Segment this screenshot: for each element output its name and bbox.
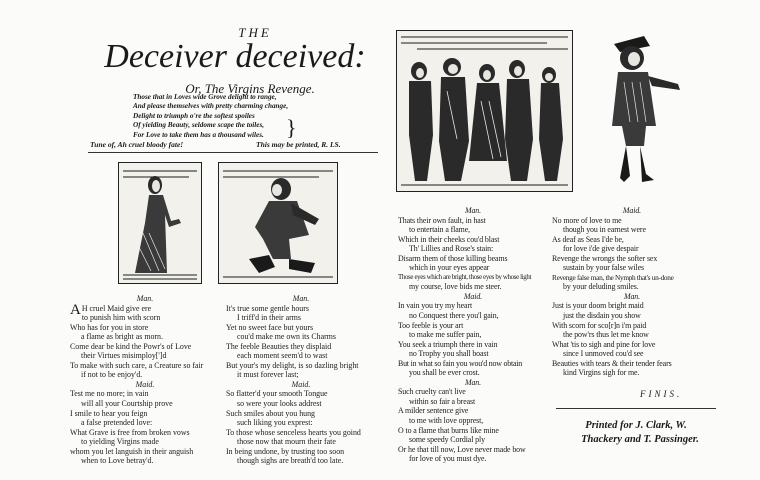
verse-line: though sighs are breath'd too late.: [237, 456, 344, 466]
verse-line: cou'd make me own its Charms: [237, 332, 336, 342]
verse-line: Revenge the wrongs the softer sex: [552, 253, 658, 263]
verse-line: sustain by your false wiles: [563, 263, 645, 273]
verse-line: Thats their own fault, in hast: [398, 215, 486, 225]
verse-line: Such cruelty can't live: [398, 387, 466, 397]
verse-line: So flatter'd your smooth Tongue: [226, 389, 328, 399]
verse-line: to yielding Virgins made: [81, 437, 159, 447]
speaker-label: Man.: [464, 377, 482, 387]
verse-line: Disarm them of those killing beams: [398, 253, 508, 263]
printer-line-1: Printed for J. Clark, W.: [585, 420, 687, 431]
gentleman-woodcut: [586, 26, 696, 188]
verse-line: O to a flame that burns like mine: [398, 425, 499, 435]
woman-woodcut: [118, 162, 202, 284]
verse-line: Or he that till now, Love never made bow: [398, 444, 526, 454]
verse-line: I triff'd in their arms: [237, 313, 301, 323]
verse-line: by your deluding smiles.: [563, 282, 639, 292]
verse-line: the pow'rs thus let me know: [563, 330, 649, 340]
verse-line: Just is your doom bright maid: [552, 301, 644, 311]
kneeling-man-woodcut: [218, 162, 338, 284]
verse-line: What 'tis to sigh and pine for love: [552, 339, 656, 349]
verse-line: A milder sentence give: [398, 406, 469, 416]
synopsis-line: Those that in Loves wide Grove delight to range,: [133, 93, 277, 101]
verse-line: to entertain a flame,: [409, 225, 470, 235]
verse-line: What Grave is free from broken vows: [70, 427, 190, 437]
speaker-label: Maid.: [135, 379, 155, 389]
verse-line: Such smiles about you hung: [226, 408, 315, 418]
verse-line: With scorn for sco[r]n i'm paid: [552, 320, 647, 330]
verse-line: such liking you exprest:: [237, 418, 313, 428]
header-rule: [88, 152, 378, 153]
verse-line: my course, love bids me steer.: [409, 282, 502, 292]
verse-line: no Trophy you shall boast: [409, 349, 489, 359]
printer-line-2: Thackery and T. Passinger.: [581, 434, 699, 445]
verse-line: Th' Lillies and Rose's stain:: [409, 244, 494, 254]
verse-line: As deaf as Seas I'de be,: [552, 234, 624, 244]
synopsis: [133, 93, 303, 140]
brace-ornament: }: [286, 115, 297, 140]
verse-line: It's true some gentle hours: [226, 303, 309, 313]
drop-cap: A: [70, 301, 81, 318]
verse-line: Come dear be kind the Powr's of Love: [70, 341, 192, 351]
speaker-label: Man.: [464, 206, 482, 215]
verse-column-2: [226, 294, 376, 466]
verse-line: In vain you try my heart: [398, 301, 473, 311]
verse-line: those now that mourn their fate: [237, 437, 336, 447]
synopsis-line: And please themselves with pretty charming change,: [133, 102, 289, 111]
verse-line: To make with such care, a Creature so fair: [70, 360, 204, 370]
synopsis-line: For Love to take them has a thousand wiles.: [133, 130, 264, 139]
verse-line: In being undone, by trusting too soon: [226, 446, 345, 456]
verse-line: to punish him with scorn: [81, 313, 161, 323]
speaker-label: Maid.: [622, 206, 642, 215]
verse-line: within so fair a breast: [409, 396, 476, 406]
verse-line: you shall be ever crost.: [409, 368, 480, 378]
verse-line: To those whose senceless hearts you goind: [226, 427, 361, 437]
verse-line: for love of you must dye.: [409, 454, 487, 464]
verse-line: The feeble Beauties they displaid: [226, 341, 332, 351]
verse-line: Those eyes which are bright, those eyes by whose light: [398, 273, 532, 281]
verse-line: since I unmoved cou'd see: [563, 349, 644, 359]
synopsis-line: Delight to triumph o're the softest spoiles: [133, 111, 255, 120]
verse-line: their Virtues misimploy[']d: [81, 351, 167, 361]
verse-line: if not to be enjoy'd.: [81, 370, 143, 380]
verse-line: whom you let languish in their anguish: [70, 446, 194, 456]
group-scene-woodcut: [396, 30, 573, 192]
verse-line: Test me no more; in vain: [70, 389, 149, 399]
verse-line: though you in earnest were: [563, 225, 646, 235]
verse-column-3: [398, 206, 548, 464]
verse-line: Which in their cheeks cou'd blast: [398, 234, 500, 244]
group-scene-figures: [397, 31, 572, 191]
verse-line-text: H cruel Maid give ere: [81, 303, 152, 313]
synopsis-line: Of yielding Beauty, seldome scape the toiles,: [133, 121, 265, 130]
verse-line: to me with love opprest,: [409, 416, 484, 426]
verse-line: But your's my delight, is so dazling bright: [226, 360, 359, 370]
verse-line: some speedy Cordial ply: [409, 435, 485, 445]
verse-line: just the disdain you show: [563, 311, 641, 321]
verse-line: Revenge false man, the Nymph that's un-done: [552, 272, 674, 282]
gentleman-figure: [586, 26, 696, 188]
title-the: THE: [238, 25, 272, 40]
verse-line: when to Love betray'd.: [81, 456, 154, 466]
verse-line: so were your looks addrest: [237, 399, 322, 409]
verse-line: for love i'de give despair: [563, 244, 639, 254]
verse-line: Yet no sweet face but yours: [226, 322, 314, 332]
woman-figure: [119, 163, 201, 283]
verse-line: a flame as bright as morn.: [81, 332, 163, 342]
verse-line: Too feeble is your art: [398, 320, 464, 330]
verse-line: Who has for you in store: [70, 322, 149, 332]
verse-line: it must forever last;: [237, 370, 299, 380]
verse-line: no Conquest there you'l gain,: [409, 311, 499, 321]
verse-line: will all your Courtship prove: [81, 399, 173, 409]
speaker-label: Man.: [292, 294, 310, 303]
verse-line: a false pretended love:: [81, 418, 153, 428]
finis: FINIS.: [640, 389, 683, 399]
subtitle: Or, The Virgins Revenge.: [185, 81, 315, 96]
verse-line: I smile to hear you feign: [70, 408, 148, 418]
printer-rule: [556, 408, 716, 409]
verse-line: But in what so fain you wou'd now obtain: [398, 358, 523, 368]
verse-line: to make me suffer pain,: [409, 330, 482, 340]
kneeling-man-figure: [219, 163, 337, 283]
verse-column-1: [70, 294, 220, 466]
licence-line: This may be printed, R. LS.: [256, 140, 341, 149]
verse-line: which in your eyes appear: [409, 263, 490, 273]
verse-line: each moment seem'd to wast: [237, 351, 328, 361]
page-title: Deceiver deceived:: [104, 38, 366, 75]
speaker-label: Man.: [136, 294, 154, 303]
verse-line: No more of love to me: [552, 215, 622, 225]
speaker-label: Maid.: [291, 379, 311, 389]
verse-column-4: [552, 206, 712, 378]
speaker-label: Maid.: [463, 291, 483, 301]
verse-line: kind Virgins sigh for me.: [563, 368, 640, 378]
verse-line: Beauties with tears & their tender fears: [552, 358, 672, 368]
verse-line: You seek a triumph there in vain: [398, 339, 498, 349]
tune-line: Tune of, Ah cruel bloody fate!: [90, 140, 184, 149]
speaker-label: Man.: [623, 291, 641, 301]
